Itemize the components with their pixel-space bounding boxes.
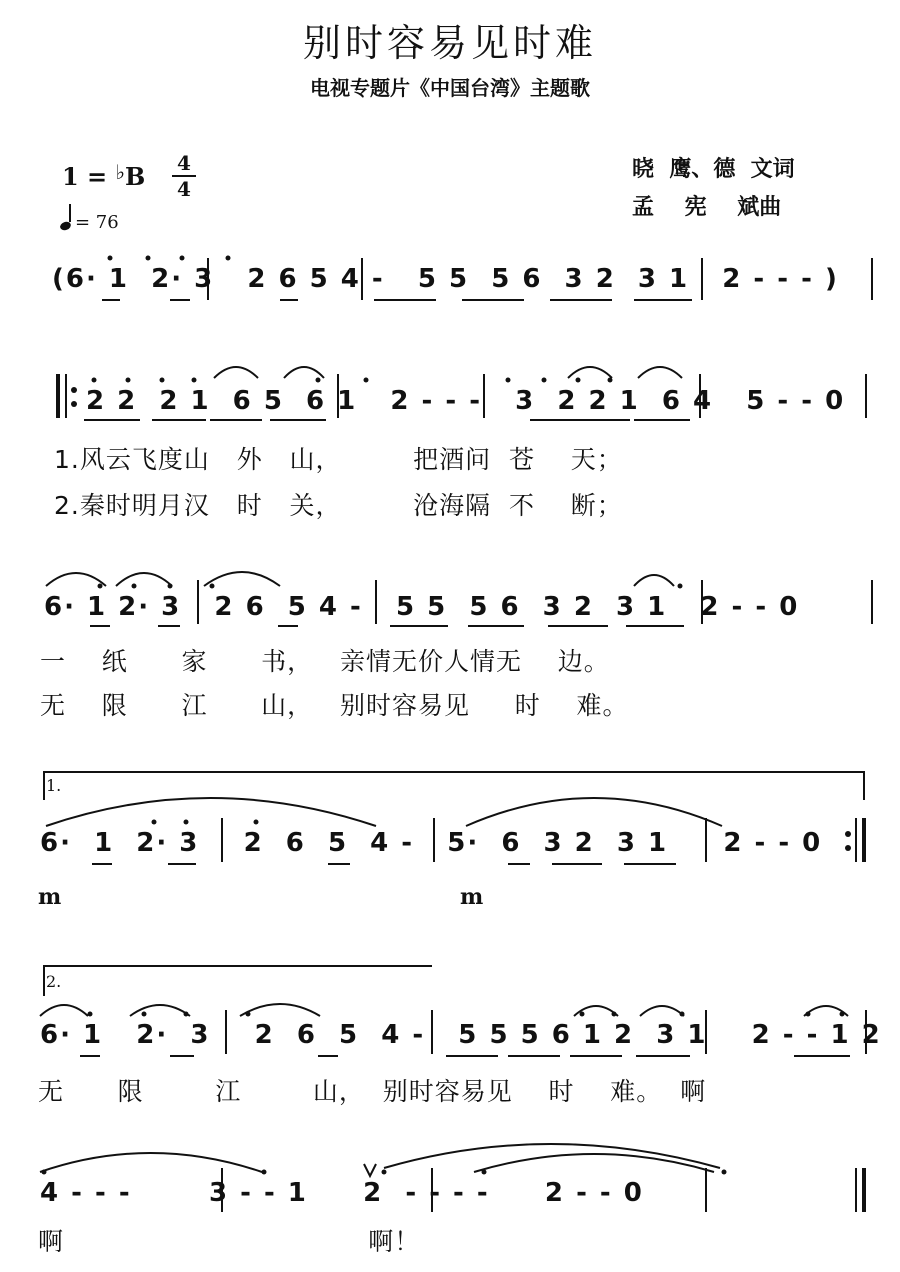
lyric-line: 啊 啊！ bbox=[38, 1227, 421, 1256]
lyric-line: 无 限 江 山， 别时容易见 时 难。 bbox=[40, 691, 629, 720]
lyric-line: 2.秦时明月汉 时 关， 沧海隔 不 断； bbox=[54, 491, 623, 520]
lyric-line: 一 纸 家 书， 亲情无价人情无 边。 bbox=[40, 647, 610, 676]
notation-line: 6· 1 2· 3 2 6 5 4 - 5· 6 3 2 3 1 2 - - 0 bbox=[40, 828, 823, 858]
tempo-mark: = 76 bbox=[60, 210, 119, 233]
lyricist-credit: 晓 鹰、德 文词 bbox=[632, 156, 795, 182]
lyric-line: 无 限 江 山， 别时容易见 时 难。 啊 bbox=[38, 1077, 707, 1106]
volta-label: 1. bbox=[46, 776, 62, 795]
key-signature: 1 = ♭B bbox=[62, 160, 146, 191]
lyric-line: 1.风云飞度山 外 山， 把酒问 苍 天； bbox=[54, 445, 623, 474]
notation-line: 4 - - - 3 - - 1 2 - - - - 2 - - 0 bbox=[40, 1178, 644, 1208]
composer-credit: 孟 宪 斌曲 bbox=[632, 194, 782, 220]
flat-symbol: ♭ bbox=[115, 160, 125, 184]
volta-label: 2. bbox=[46, 972, 62, 991]
notation-line: 2 2 2 1 6 5 6 1 2 - - - 3 2 2 1 6 4 5 - - 0 bbox=[86, 386, 846, 416]
time-signature-top: 4 bbox=[177, 151, 191, 175]
song-subtitle: 电视专题片《中国台湾》主题歌 bbox=[310, 76, 590, 100]
notation-line: (6· 1 2· 3 2 6 5 4 - 5 5 5 6 3 2 3 1 2 - - - ) bbox=[52, 264, 839, 294]
hum-syllable: m bbox=[460, 884, 484, 910]
song-title: 别时容易见时难 bbox=[302, 21, 597, 65]
hum-syllable: m bbox=[38, 884, 62, 910]
notation-line: 6· 1 2· 3 2 6 5 4 - 5 5 5 6 3 2 3 1 2 - - 0 bbox=[44, 592, 800, 622]
notation-line: 6· 1 2· 3 2 6 5 4 - 5 5 5 6 1 2 3 1 2 - - 1 2 bbox=[40, 1020, 882, 1050]
time-signature-bottom: 4 bbox=[177, 177, 191, 201]
